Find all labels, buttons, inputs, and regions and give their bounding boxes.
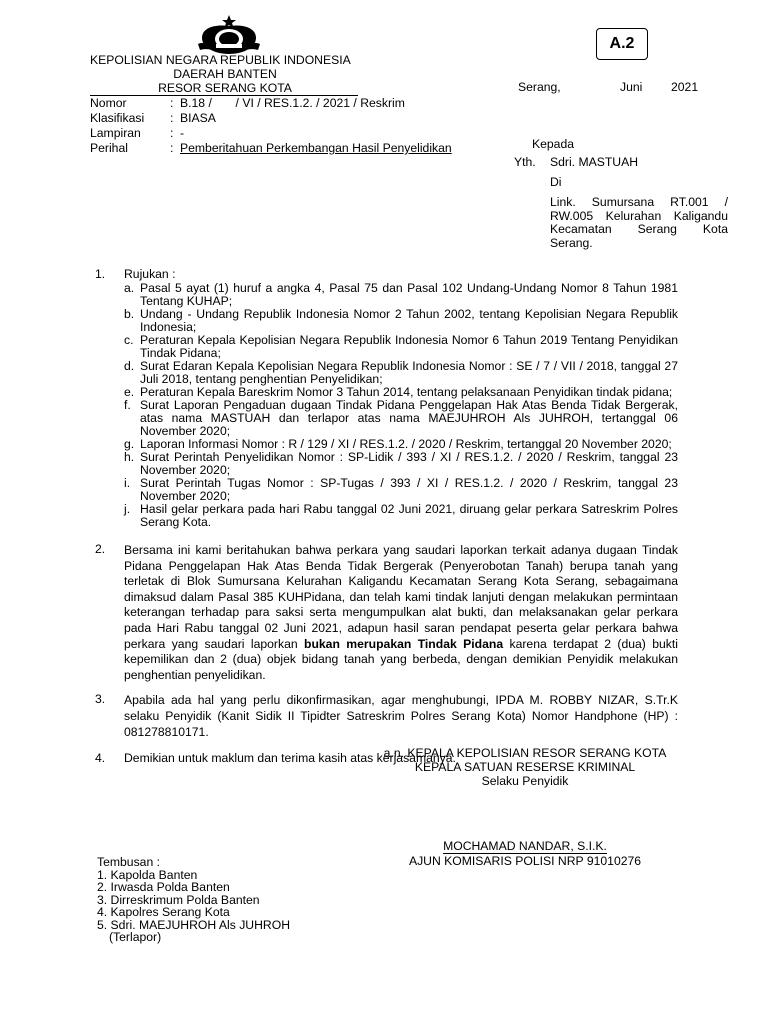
recipient-kepada: Kepada xyxy=(532,137,575,151)
point-number: 4. xyxy=(95,751,106,766)
date-month: Juni xyxy=(620,80,643,94)
recipient-block xyxy=(514,156,728,250)
point-2 xyxy=(95,543,678,683)
list-item: f. Surat Laporan Pengaduan dugaan Tindak Pidana Penggelapan Hak Atas Benda Tidak Bergerak, atas nama MASTUAH dan terlapor atas nama MAEJUHROH Als JUHROH, tertanggal 06 November 2020; xyxy=(124,398,678,438)
point-number: 1. xyxy=(95,267,106,281)
signature-line-1: a.n. KEPALA KEPOLISIAN RESOR SERANG KOTA xyxy=(383,746,667,760)
list-item: h. Surat Perintah Penyelidikan Nomor : SP-Lidik / 393 / XI / RES.1.2. / 2020 / Reskrim, tanggal 23 November 2020; xyxy=(124,450,678,477)
tembusan-title: Tembusan : xyxy=(97,855,161,869)
letterhead xyxy=(90,53,360,95)
tembusan xyxy=(97,856,290,944)
police-emblem-icon xyxy=(196,14,262,56)
signer-name: MOCHAMAD NANDAR, S.I.K. xyxy=(443,839,607,853)
recipient-name: Sdri. MASTUAH xyxy=(550,155,639,169)
meta-row-perihal xyxy=(90,142,570,157)
conclusion-bold: bukan merupakan Tindak Pidana xyxy=(304,636,504,651)
signer xyxy=(330,839,720,868)
letter-meta xyxy=(90,97,570,157)
recipient-yth: Yth. xyxy=(514,155,536,169)
meta-label: Lampiran xyxy=(90,126,141,140)
rujukan-title: Rujukan : xyxy=(124,267,176,281)
list-item: 2. Irwasda Polda Banten xyxy=(97,880,230,894)
point-2-text: Bersama ini kami beritahukan bahwa perkara yang saudari laporkan terkait adanya dugaan Tindak Pidana Penggelapan Hak Atas Benda Tidak Bergerak (Penyerobotan Tanah) berupa tanah yang terletak di Blok Sumursana Kelurahan Kaligandu Kecamatan Serang Kota Serang, sebagaimana dimaksud dalam Pasal 385 KUHPidana, dan telah kami tindak lanjuti dengan melakukan permintaan keterangan terhadap para saksi serta mengumpulkan alat bukti, dan melaksanakan gelar perkara pada Hari Rabu tanggal 02 Juni 2021, adapun hasil saran pendapat peserta gelar perkara bahwa perkara yang saudari laporkan bukan merupakan Tindak Pidana karena terdapat 2 (dua) bukti kepemilikan dan 2 (dua) objek bidang tanah yang berbeda, dengan demikian Penyidik melakukan penghentian penyelidikan. xyxy=(124,543,678,682)
meta-label: Nomor xyxy=(90,96,127,110)
signer-rank: AJUN KOMISARIS POLISI NRP 91010276 xyxy=(408,854,642,868)
list-item: 3. Dirreskrimum Polda Banten xyxy=(97,892,260,907)
list-item: b. Undang - Undang Republik Indonesia Nomor 2 Tahun 2002, tentang Kepolisian Negara Republik Indonesia; xyxy=(124,307,678,334)
list-item: 5. Sdri. MAEJUHROH Als JUHROH xyxy=(97,917,290,932)
meta-colon: : xyxy=(170,126,174,140)
date-year: 2021 xyxy=(671,80,699,94)
point-4-text: Demikian untuk maklum dan terima kasih atas kerjasamanya. xyxy=(124,751,456,766)
letterhead-region: DAERAH BANTEN xyxy=(173,67,277,81)
list-item: c. Peraturan Kepala Kepolisian Negara Republik Indonesia Nomor 6 Tahun 2019 Tentang Penyidikan Tindak Pidana; xyxy=(124,333,678,360)
meta-value: BIASA xyxy=(180,111,216,125)
point-rujukan xyxy=(95,268,678,529)
meta-row-nomor xyxy=(90,97,570,112)
meta-colon: : xyxy=(170,96,174,110)
meta-colon: : xyxy=(170,111,174,125)
meta-row-klasifikasi xyxy=(90,112,570,127)
list-item: 4. Kapolres Serang Kota xyxy=(97,905,230,919)
signature-block xyxy=(330,746,720,788)
rujukan-list xyxy=(124,282,678,529)
letterhead-unit: RESOR SERANG KOTA xyxy=(158,81,292,95)
point-number: 2. xyxy=(95,542,106,556)
list-item: d. Surat Edaran Kepala Kepolisian Negara Republik Indonesia Nomor : SE / 7 / VII / 2018, tanggal 27 Juli 2018, tentang penghentian Penyelidikan; xyxy=(124,359,678,386)
meta-label: Perihal xyxy=(90,141,128,155)
point-number: 3. xyxy=(95,692,106,707)
signature-line-3: Selaku Penyidik xyxy=(481,774,569,788)
list-item: a. Pasal 5 ayat (1) huruf a angka 4, Pasal 75 dan Pasal 102 Undang-Undang Nomor 8 Tahun 1981 Tentang KUHAP; xyxy=(124,281,678,308)
meta-value-subject: Pemberitahuan Perkembangan Hasil Penyelidikan xyxy=(180,141,452,155)
meta-value: B.18 / / VI / RES.1.2. / 2021 / Reskrim xyxy=(180,96,405,110)
list-item: g. Laporan Informasi Nomor : R / 129 / XI / RES.1.2. / 2020 / Reskrim, tertanggal 20 November 2020; xyxy=(124,437,672,451)
recipient-di: Di xyxy=(550,175,562,189)
point-3 xyxy=(95,693,678,740)
point-3-text: Apabila ada hal yang perlu dikonfirmasikan, agar menghubungi, IPDA M. ROBBY NIZAR, S.Tr.K selaku Penyidik (Kanit Sidik II Tipidter Satreskrim Polres Serang Kota) Nomor Handphone (HP) : 081278810171. xyxy=(124,693,678,739)
list-item: j. Hasil gelar perkara pada hari Rabu tanggal 02 Juni 2021, diruang gelar perkara Satreskrim Polres Serang Kota. xyxy=(124,502,678,529)
meta-colon: : xyxy=(170,141,174,155)
signature-line-2: KEPALA SATUAN RESERSE KRIMINAL xyxy=(414,760,636,774)
meta-value: - xyxy=(180,126,185,140)
letterhead-institution: KEPOLISIAN NEGARA REPUBLIK INDONESIA xyxy=(90,53,351,67)
list-item: e. Peraturan Kepala Bareskrim Nomor 3 Tahun 2014, tentang pelaksanaan Penyidikan tindak pidana; xyxy=(124,385,673,399)
date-city: Serang, xyxy=(518,80,561,94)
recipient-address: Link. Sumursana RT.001 / RW.005 Kelurahan Kaligandu Kecamatan Serang Kota Serang. xyxy=(550,195,728,250)
meta-row-lampiran xyxy=(90,127,570,142)
list-item: i. Surat Perintah Tugas Nomor : SP-Tugas / 393 / XI / RES.1.2. / 2020 / Reskrim, tanggal 23 November 2020; xyxy=(124,476,678,503)
list-item: (Terlapor) xyxy=(109,930,162,944)
letter-body xyxy=(95,268,678,765)
meta-label: Klasifikasi xyxy=(90,111,145,125)
list-item: 1. Kapolda Banten xyxy=(97,867,198,882)
document-code-badge: A.2 xyxy=(596,28,648,60)
